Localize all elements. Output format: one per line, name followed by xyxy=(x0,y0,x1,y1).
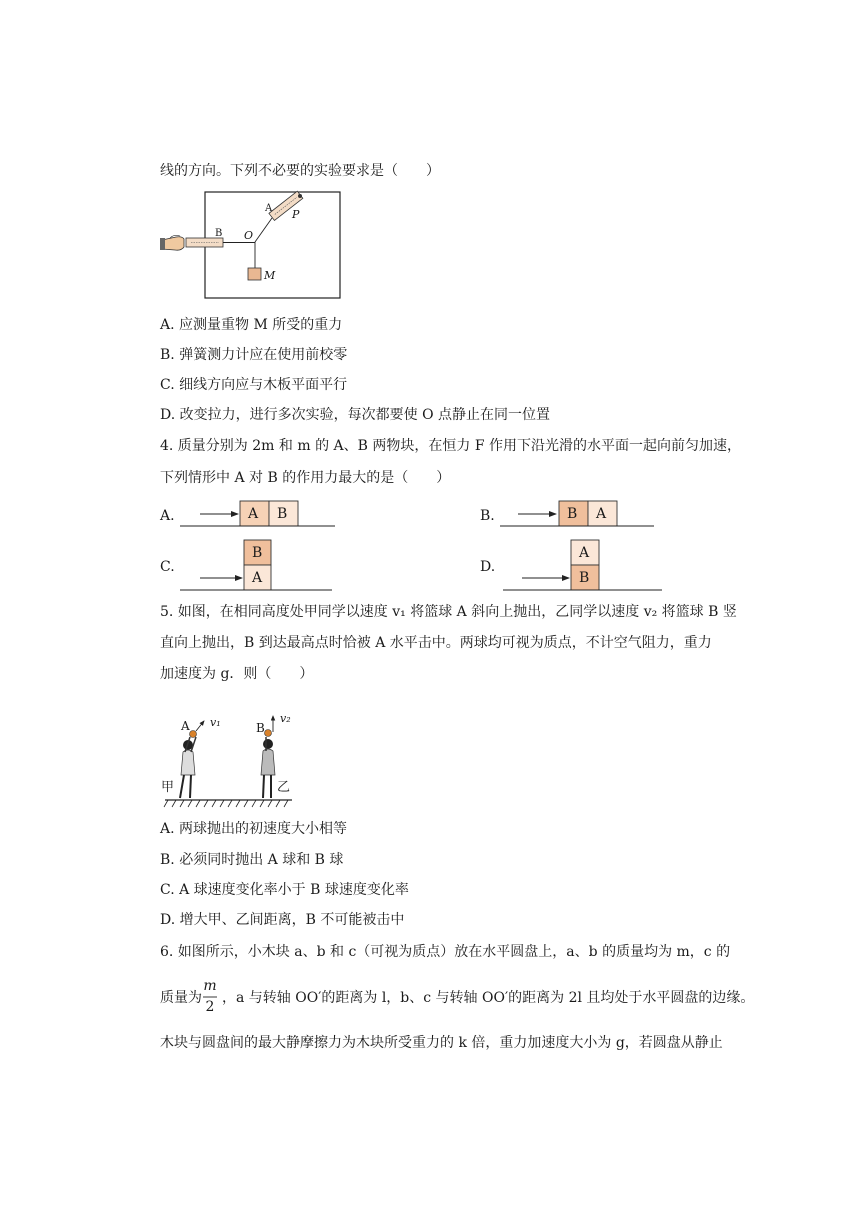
q5-label-b: B xyxy=(256,721,265,735)
q4-line2: 下列情形中 A 对 B 的作用力最大的是（ ） xyxy=(160,470,451,486)
q3-option-d: D. 改变拉力，进行多次实验，每次都要使 O 点静止在同一位置 xyxy=(160,407,551,423)
q5-label-yi: 乙 xyxy=(277,780,291,795)
q5-option-a: A. 两球抛出的初速度大小相等 xyxy=(160,821,348,837)
q4-option-c-block-top: B xyxy=(252,545,263,561)
q6-frac-den: 2 xyxy=(205,999,215,1015)
q3-label-b: B xyxy=(215,228,223,239)
q5-line3: 加速度为 g．则（ ） xyxy=(160,666,314,682)
q4-option-d-block-bottom: B xyxy=(579,570,590,586)
q6-frac-num: m xyxy=(203,978,217,994)
q5-option-c: C. A 球速度变化率小于 B 球速度变化率 xyxy=(160,882,409,898)
q4-option-c-label: C. xyxy=(160,559,175,575)
q5-label-v2: v₂ xyxy=(280,712,291,725)
q6-line2-pre: 质量为 xyxy=(160,990,202,1006)
q3-option-b: B. 弹簧测力计应在使用前校零 xyxy=(160,347,348,363)
q3-label-o: O xyxy=(244,229,254,242)
q3-label-a: A xyxy=(265,203,273,214)
q4-option-d-block-top: A xyxy=(579,545,590,561)
q6-line3: 木块与圆盘间的最大静摩擦力为木块所受重力的 k 倍，重力加速度大小为 g，若圆盘从静止 xyxy=(160,1035,723,1051)
q4-option-a-label: A. xyxy=(160,508,175,524)
q5-label-a: A xyxy=(181,719,190,733)
q6-line1: 6. 如图所示，小木块 a、b 和 c（可视为质点）放在水平圆盘上，a、b 的质量均为 m，c 的 xyxy=(160,944,731,960)
q4-option-c-block-bottom: A xyxy=(252,570,263,586)
q5-label-jia: 甲 xyxy=(161,780,175,795)
q3-label-p: P xyxy=(292,208,300,221)
q5-label-v1: v₁ xyxy=(210,716,221,729)
q5-line2: 直向上抛出，B 到达最高点时恰被 A 水平击中。两球均可视为质点，不计空气阻力，重力 xyxy=(160,635,712,651)
q5-option-b: B. 必须同时抛出 A 球和 B 球 xyxy=(160,852,344,868)
q4-line1: 4. 质量分别为 2m 和 m 的 A、B 两物块，在恒力 F 作用下沿光滑的水平面一起向前匀加速， xyxy=(160,438,741,454)
q5-option-d: D. 增大甲、乙间距离，B 不可能被击中 xyxy=(160,912,405,928)
q4-option-b-label: B. xyxy=(480,508,495,524)
q4-option-b-block-right: A xyxy=(596,506,607,522)
q4-option-a-block-right: B xyxy=(277,506,288,522)
q3-stem-tail: 线的方向。下列不必要的实验要求是（ ） xyxy=(160,163,440,179)
q3-option-a: A. 应测量重物 M 所受的重力 xyxy=(160,317,343,333)
q3-option-c: C. 细线方向应与木板平面平行 xyxy=(160,377,348,393)
q5-line1: 5. 如图，在相同高度处甲同学以速度 v₁ 将篮球 A 斜向上抛出，乙同学以速度 v₂ 将篮球 B 竖 xyxy=(160,604,737,620)
q4-option-b-block-left: B xyxy=(567,506,578,522)
q4-option-d-label: D. xyxy=(480,559,496,575)
q4-option-a-block-left: A xyxy=(248,506,259,522)
q3-label-m: M xyxy=(264,269,276,282)
q6-line2-post: ，a 与转轴 OO′的距离为 l，b、c 与转轴 OO′的距离为 2l 且均处于水平圆盘的边缘。 xyxy=(222,990,755,1006)
